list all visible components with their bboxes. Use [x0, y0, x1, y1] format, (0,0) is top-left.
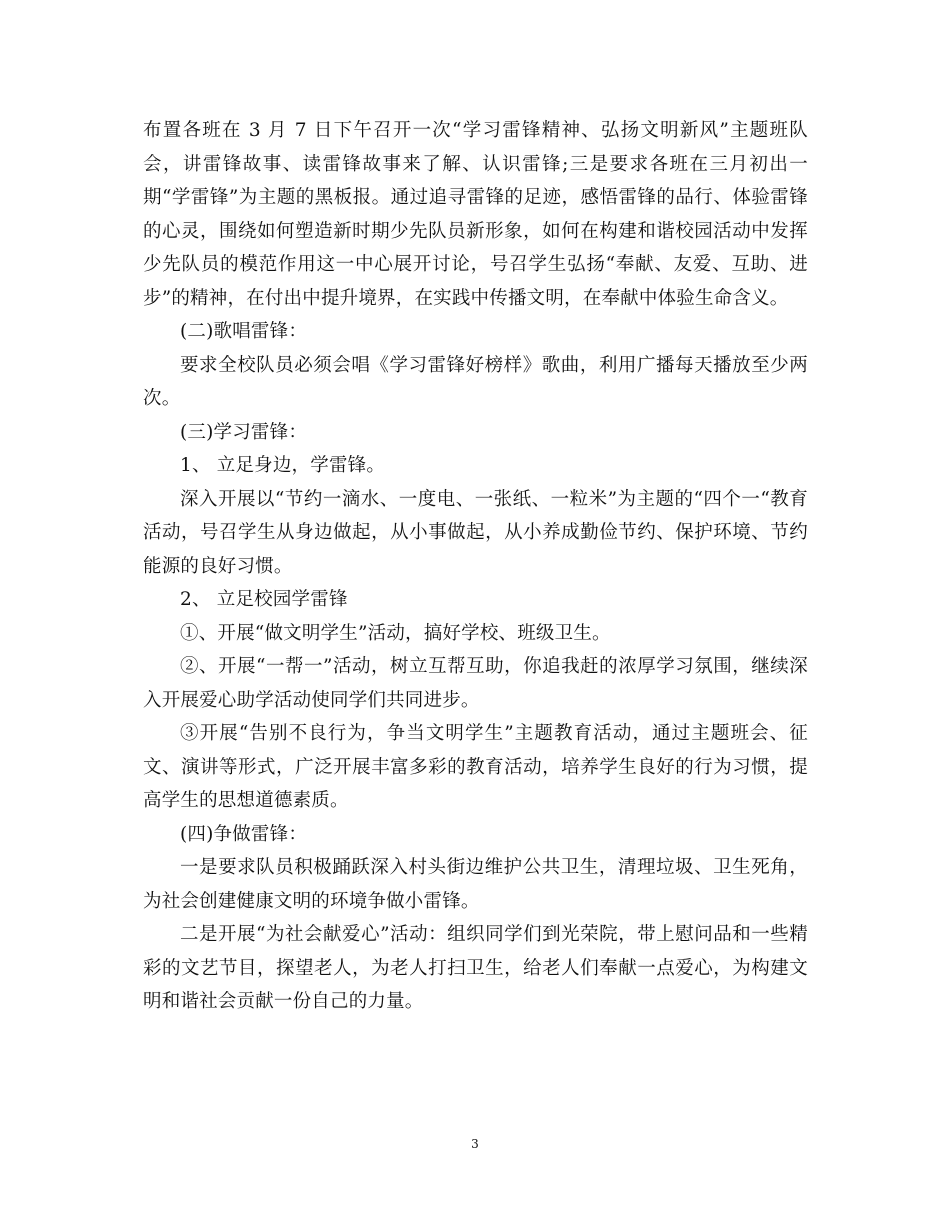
page-number: 3 — [471, 1137, 479, 1151]
paragraph-class-meeting: 布置各班在 3 月 7 日下午召开一次“学习雷锋精神、弘扬文明新风”主题班队会，讲雷锋故事、读雷锋故事来了解、认识雷锋;三是要求各班在三月初出一期“学雷锋”为主题的黑板报。通过追寻雷锋的足迹，感悟雷锋的品行、体验雷锋的心灵，围绕如何塑造新时期少先队员新形象，如何在构建和谐校园活动中发挥少先队员的模范作用这一中心展开讨论，号召学生弘扬“奉献、友爱、互助、进步”的精神，在付出中提升境界，在实践中传播文明，在奉献中体验生命含义。 — [143, 120, 808, 309]
paragraph-love-for-society: 二是开展“为社会献爱心”活动：组织同学们到光荣院，带上慰问品和一些精彩的文艺节目，探望老人，为老人打扫卫生，给老人们奉献一点爱心，为构建文明和谐社会贡献一份自己的力量。 — [143, 924, 808, 1012]
heading-sing-leifeng: (二)歌唱雷锋： — [180, 321, 308, 342]
heading-be-leifeng: (四)争做雷锋： — [180, 823, 308, 845]
document-body — [143, 114, 808, 1019]
list-item-farewell-bad-behavior: ③开展“告别不良行为，争当文明学生”主题教育活动，通过主题班会、征文、演讲等形式，广泛开展丰富多彩的教育活动，培养学生良好的行为习惯，提高学生的思想道德素质。 — [143, 723, 808, 811]
paragraph-four-ones: 深入开展以“节约一滴水、一度电、一张纸、一粒米”为主题的“四个一“教育活动，号召学生从身边做起，从小事做起，从小养成勤俭节约、保护环境、节约能源的良好习惯。 — [143, 488, 808, 577]
subheading-around-you: 1、 立足身边，学雷锋。 — [180, 455, 386, 476]
list-item-civilized-student: ①、开展“做文明学生”活动，搞好学校、班级卫生。 — [180, 622, 611, 644]
subheading-campus: 2、 立足校园学雷锋 — [180, 589, 348, 610]
heading-learn-leifeng: (三)学习雷锋： — [180, 421, 308, 443]
paragraph-song-broadcast: 要求全校队员必须会唱《学习雷锋好榜样》歌曲，利用广播每天播放至少两次。 — [143, 354, 808, 409]
paragraph-public-hygiene: 一是要求队员积极踊跃深入村头街边维护公共卫生，清理垃圾、卫生死角，为社会创建健康文明的环境争做小雷锋。 — [143, 857, 808, 912]
list-item-one-helps-one: ②、开展“一帮一”活动，树立互帮互助，你追我赶的浓厚学习氛围，继续深入开展爱心助学活动使同学们共同进步。 — [143, 656, 808, 711]
